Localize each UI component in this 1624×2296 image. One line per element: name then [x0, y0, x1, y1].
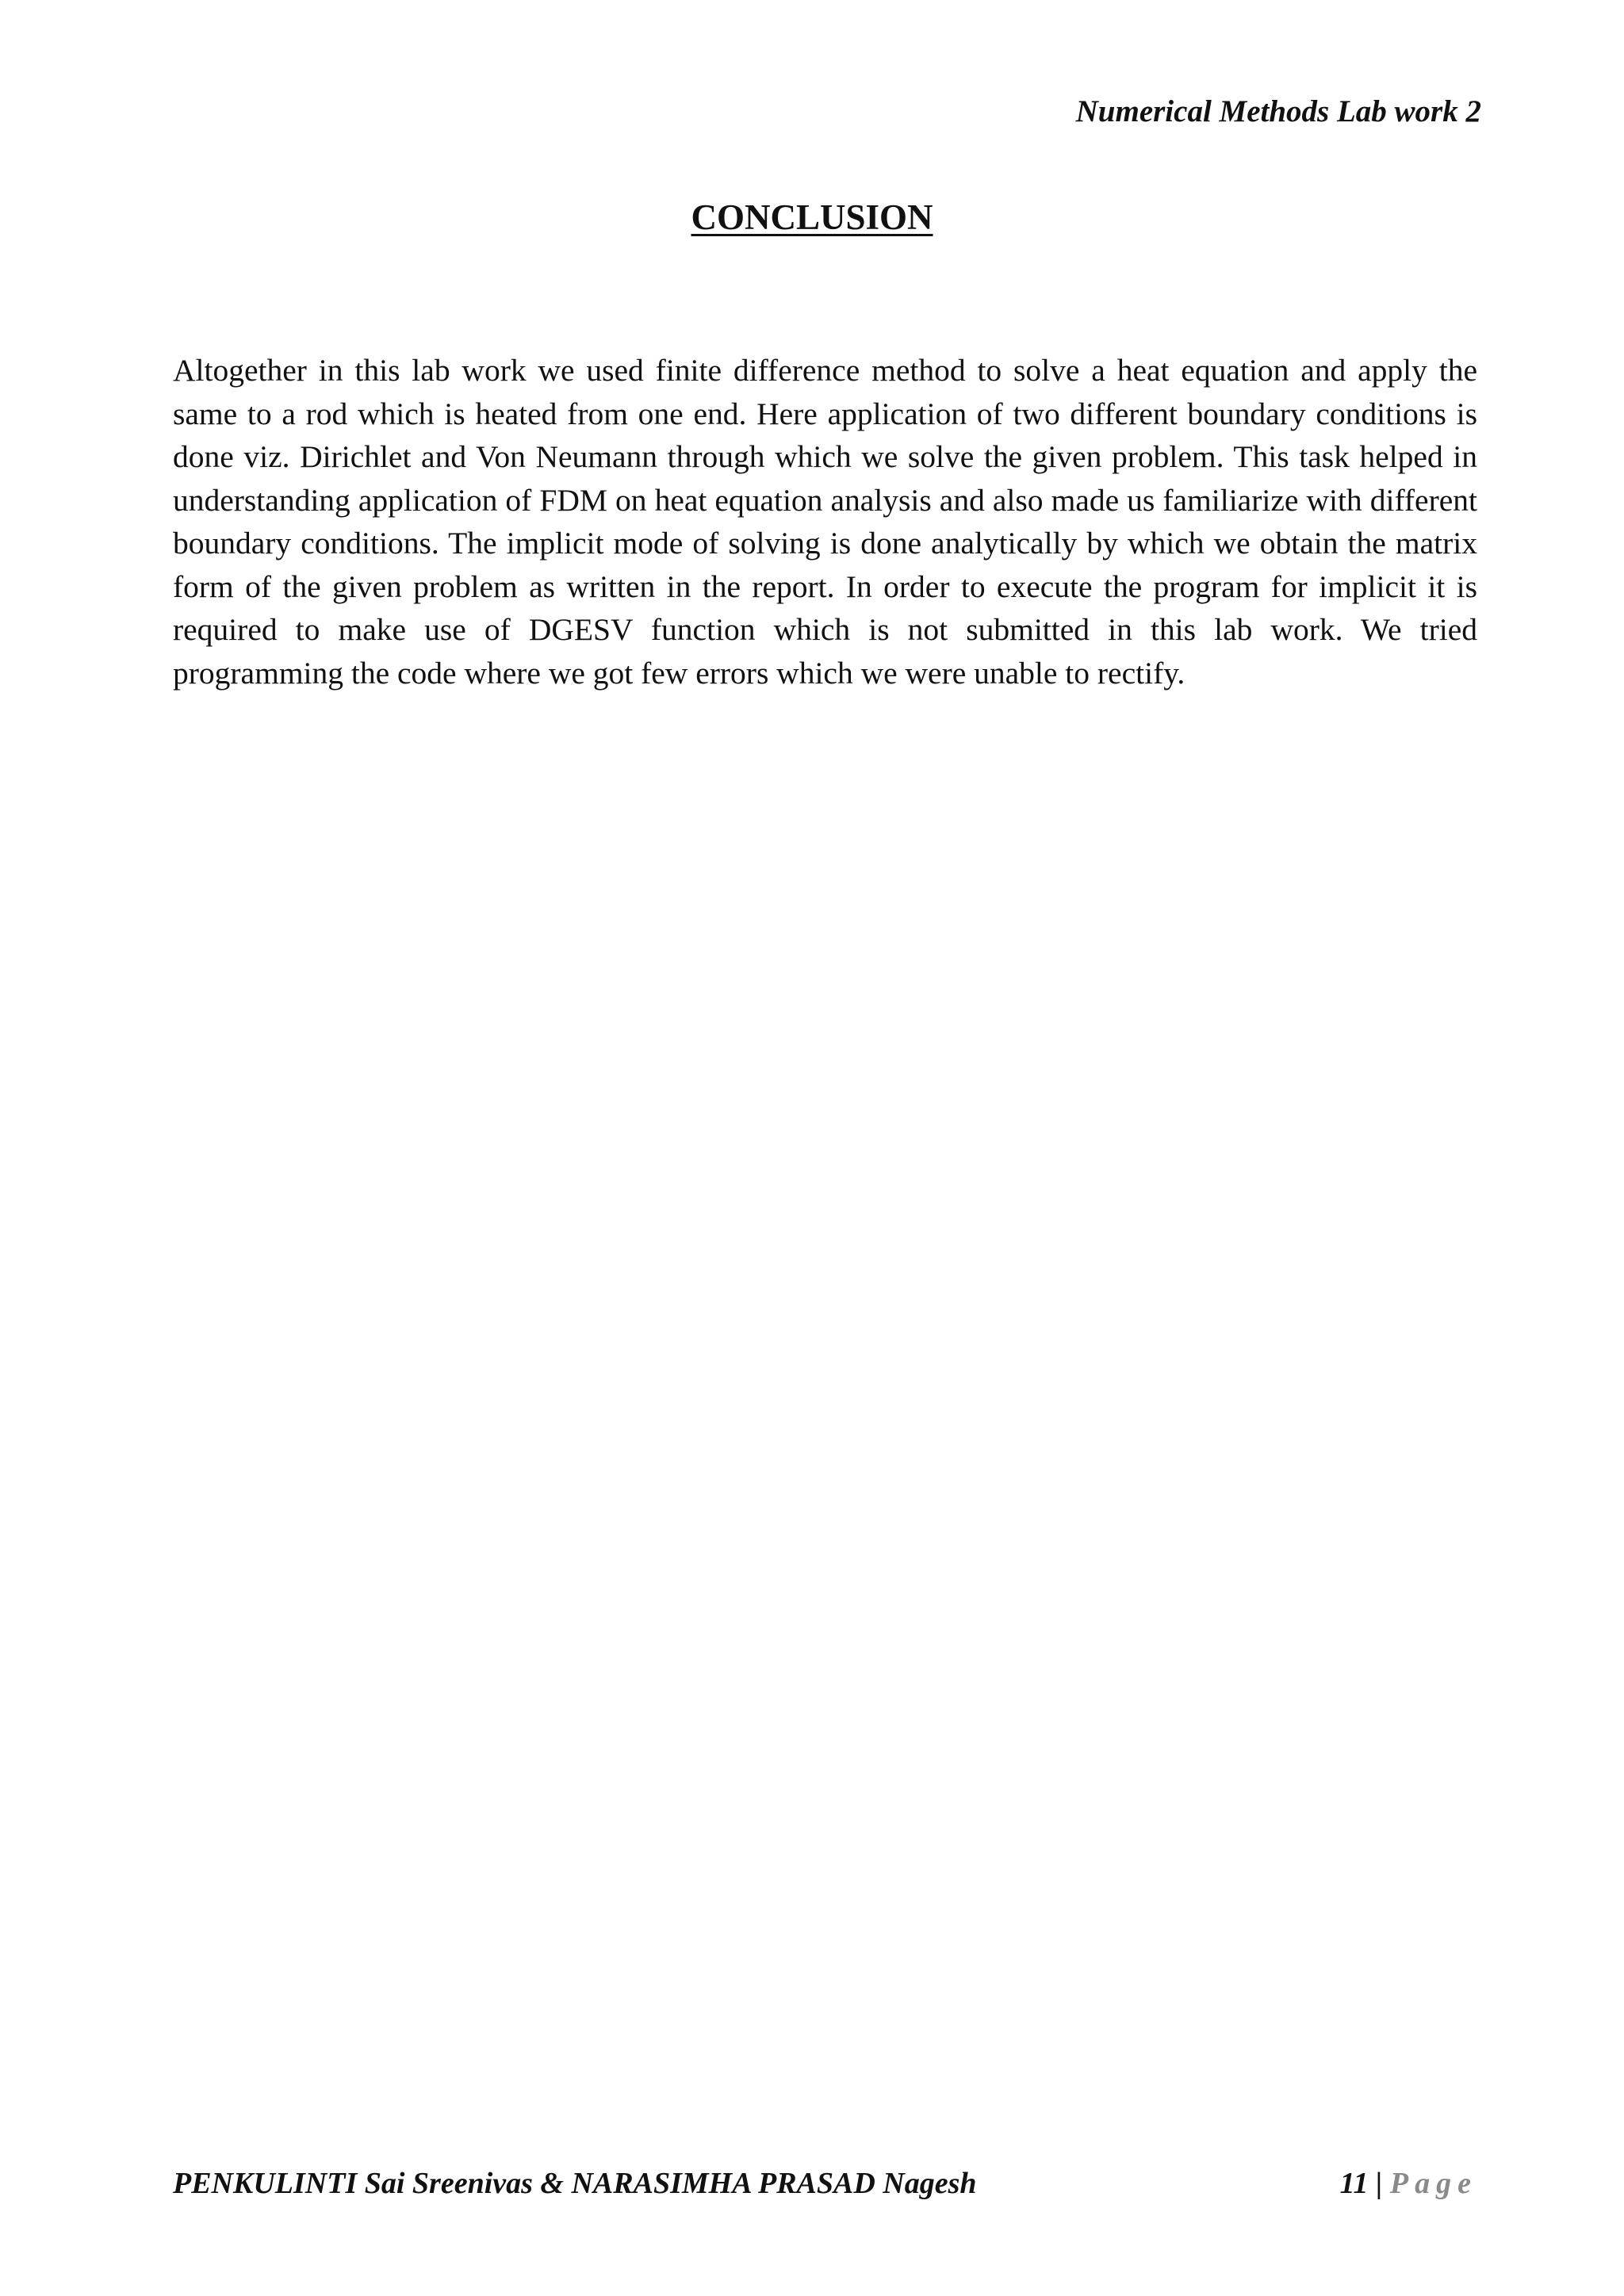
section-heading: CONCLUSION — [691, 197, 933, 237]
header-title: Numerical Methods Lab work 2 — [1075, 94, 1481, 128]
page-label: Page — [1389, 2167, 1477, 2200]
footer-authors: PENKULINTI Sai Sreenivas & NARASIMHA PRASAD Nagesh — [173, 2167, 977, 2200]
page-footer — [173, 2166, 1477, 2206]
page-separator: | — [1376, 2167, 1383, 2200]
footer-page-indicator — [1340, 2166, 1477, 2201]
conclusion-paragraph: Altogether in this lab work we used finite difference method to solve a heat equation and apply the same to a rod which is heated from one end. Here application of two different boundary conditions is done viz. Dirichlet and Von Neumann through which we solve the given problem. This task helped in understanding application of FDM on heat equation analysis and also made us familiarize with different boundary conditions. The implicit mode of solving is done analytically by which we obtain the matrix form of the given problem as written in the report. In order to execute the program for implicit it is required to make use of DGESV function which is not submitted in this lab work. We tried programming the code where we got few errors which we were unable to rectify. — [173, 353, 1477, 691]
page-number: 11 — [1339, 2167, 1369, 2200]
